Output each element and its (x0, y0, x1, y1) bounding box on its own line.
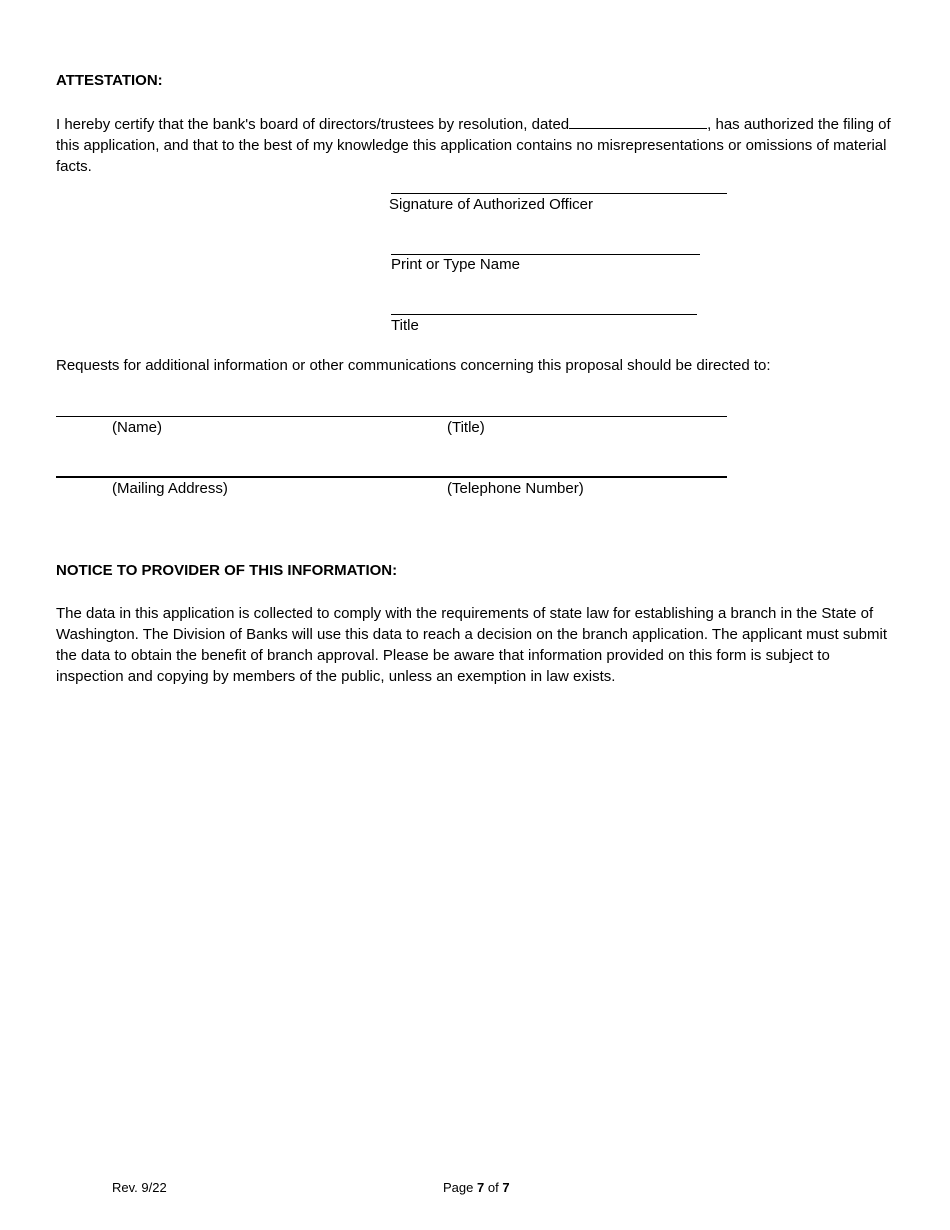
contact-intro: Requests for additional information or other communications concerning this proposal should be directed to: (56, 357, 771, 374)
attestation-text-before: I hereby certify that the bank's board of directors/trustees by resolution, dated (56, 116, 570, 133)
print-name-label: Print or Type Name (391, 256, 520, 273)
contact-name-label: (Name) (112, 419, 163, 436)
contact-address-label: (Mailing Address) (112, 480, 228, 497)
resolution-date-blank[interactable] (569, 113, 707, 129)
notice-text: The data in this application is collected to comply with the requirements of state law for establishing a branch in the State of Washington. The Division of Banks will use this data to reach a decision on the branch application. The applicant must submit the data to obtain the benefit of branch approval. Please be aware that information provided on this form is subject to inspection and copying by members of the public, unless an exemption in law exists. (56, 605, 888, 685)
attestation-heading: ATTESTATION: (56, 72, 163, 89)
page-current: 7 (477, 1180, 485, 1195)
page-total: 7 (502, 1180, 510, 1195)
contact-address-phone-line[interactable] (56, 476, 727, 478)
page-number (443, 1180, 510, 1195)
contact-title-label: (Title) (447, 419, 485, 436)
signature-line[interactable] (391, 193, 727, 194)
notice-heading: NOTICE TO PROVIDER OF THIS INFORMATION: (56, 562, 398, 579)
attestation-text-after: , has authorized the filing of this application, and that to the best of my knowledge this application contains no misrepresentations or omissions of material facts. (56, 116, 891, 175)
attestation-text (56, 113, 896, 177)
page-prefix: Page (443, 1180, 474, 1195)
revision-label: Rev. 9/22 (112, 1180, 167, 1195)
signature-label: Signature of Authorized Officer (389, 196, 594, 213)
contact-phone-label: (Telephone Number) (447, 480, 584, 497)
title-label: Title (391, 317, 419, 334)
print-name-line[interactable] (391, 254, 700, 255)
title-line[interactable] (391, 314, 697, 315)
page-of: of (487, 1180, 499, 1195)
contact-name-title-line[interactable] (56, 416, 727, 417)
